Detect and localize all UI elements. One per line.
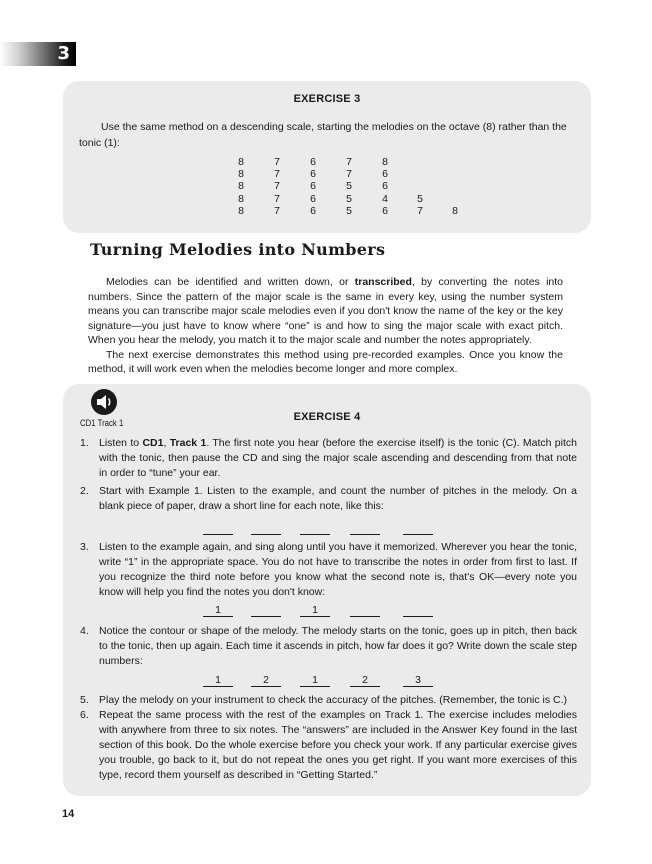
scale-number: 7	[274, 156, 280, 168]
step-6-text: Repeat the same process with the rest of the examples on Track 1. The exercise includes melodies with anywhere from three to six notes. The “answers” are included in the Answer Key found in the last section of this book. Do the whole exercise before you check your work. If any particular exercise gives you trouble, go back to it, but do not repeat the ones you get right. If you want more exercises of this type, record them yourself as described in “Getting Started.”	[99, 709, 577, 781]
step-3-text: Listen to the example again, and sing along until you have it memorized. Wherever you hear the tonic, write “1” in the appropriate space. You do not have to transcribe the notes in order from first to last. If you recognize the third note before you know what the second note is, that's OK—every note you know will help you find the notes you don't know:	[99, 541, 577, 598]
step-1	[80, 436, 577, 481]
scale-number: 8	[238, 192, 244, 205]
exercise-3-intro: Use the same method on a descending scale, starting the melodies on the octave (8) rather than the tonic (1):	[79, 121, 567, 149]
scale-number: 5	[417, 192, 423, 205]
scale-number: 5	[346, 204, 352, 217]
step-1-text-c: . The first note you hear (before the exercise itself) is the tonic (C). Match pitch with the tonic, then pause the CD and sing the major scale ascending and descending from that note in order to “tune” your ear.	[99, 437, 577, 479]
step-1-text-b: ,	[163, 437, 170, 449]
scale-number: 6	[310, 192, 316, 205]
scale-number: 6	[310, 204, 316, 217]
step-2	[80, 484, 577, 514]
scale-number: 7	[417, 204, 423, 217]
answer-blank: 1	[203, 604, 233, 617]
scale-number: 8	[238, 156, 244, 168]
scale-number: 5	[346, 192, 352, 205]
answer-blank: 2	[350, 674, 380, 687]
step-1-text-a: Listen to	[99, 437, 143, 449]
answer-blank	[350, 522, 380, 535]
scale-number: 8	[238, 180, 244, 193]
scale-number: 8	[382, 156, 388, 168]
body-paragraph-2: The next exercise demonstrates this method using pre-recorded examples. Once you know the method, it will work even when the melodies become longer and more complex.	[88, 348, 563, 375]
answer-blank: 1	[300, 604, 330, 617]
scale-number: 7	[346, 156, 352, 168]
step-6-number: 6.	[80, 709, 89, 721]
scale-number: 8	[238, 204, 244, 217]
answer-blank	[251, 604, 281, 617]
scale-number: 7	[274, 204, 280, 217]
scale-number: 7	[274, 192, 280, 205]
scale-number: 5	[346, 180, 352, 193]
answer-blank: 2	[251, 674, 281, 687]
exercise-4-box	[63, 384, 591, 796]
paragraph-1-text-a: Melodies can be identified and written down, or	[106, 276, 355, 288]
step-4-text: Notice the contour or shape of the melody. The melody starts on the tonic, goes up in pitch, then back to the tonic, then up again. Each time it ascends in pitch, how far does it go? Write down the scale step numbers:	[99, 625, 577, 667]
answer-blank	[203, 522, 233, 535]
answer-blank	[403, 604, 433, 617]
body-paragraph-1	[88, 275, 563, 348]
step-1-number: 1.	[80, 437, 89, 449]
scale-number: 7	[346, 168, 352, 181]
step-3	[80, 540, 577, 600]
section-body	[88, 275, 563, 377]
step-3-number: 3.	[80, 541, 89, 553]
step-2-text: Start with Example 1. Listen to the example, and count the number of pitches in the melody. On a blank piece of paper, draw a short line for each note, like this:	[99, 485, 577, 512]
answer-blank: 1	[203, 674, 233, 687]
step-1-cd-bold: CD1	[142, 437, 164, 449]
scale-number: 6	[310, 180, 316, 193]
chapter-number: 3	[57, 43, 70, 64]
paragraph-1-text-b: , by converting the notes into numbers. Since the pattern of the major scale is the same in every key, using the number system means you can transcribe major scale melodies even if you don't know the name of the key or the key signature—you just have to know where “one” is and how to sing the major scale with exact pitch. When you hear the melody, you match it to the major scale and number the notes appropriately.	[88, 276, 563, 346]
answer-blank	[350, 604, 380, 617]
step-2-number: 2.	[80, 485, 89, 497]
scale-number: 6	[310, 168, 316, 181]
section-heading: Turning Melodies into Numbers	[90, 240, 386, 259]
scale-number: 6	[382, 204, 388, 217]
step-6	[80, 708, 577, 783]
paragraph-1-bold-term: transcribed	[354, 276, 412, 288]
scale-number: 7	[274, 180, 280, 193]
step-1-track-bold: Track 1	[169, 437, 207, 449]
scale-number: 7	[274, 168, 280, 181]
answer-blank	[300, 522, 330, 535]
exercise-3-title: EXERCISE 3	[293, 93, 361, 105]
scale-number: 4	[382, 192, 388, 205]
exercise-3-box	[63, 81, 591, 233]
step-4-number: 4.	[80, 625, 89, 637]
page-number: 14	[62, 808, 75, 820]
answer-blank: 1	[300, 674, 330, 687]
cd-track-label: CD1 Track 1	[80, 418, 124, 429]
scale-number: 8	[238, 168, 244, 181]
answer-blank	[403, 522, 433, 535]
scale-number: 8	[452, 204, 458, 217]
scale-number: 6	[310, 156, 316, 168]
step-5	[80, 693, 577, 708]
exercise-4-title: EXERCISE 4	[293, 411, 361, 423]
scale-number: 6	[382, 168, 388, 181]
answer-blank: 3	[403, 674, 433, 687]
scale-number: 6	[382, 180, 388, 193]
chapter-tab	[0, 42, 76, 66]
step-1-text	[99, 436, 577, 481]
step-5-number: 5.	[80, 694, 89, 706]
answer-blank	[251, 522, 281, 535]
step-4	[80, 624, 577, 669]
step-5-text: Play the melody on your instrument to check the accuracy of the pitches. (Remember, the tonic is C.)	[99, 694, 568, 706]
